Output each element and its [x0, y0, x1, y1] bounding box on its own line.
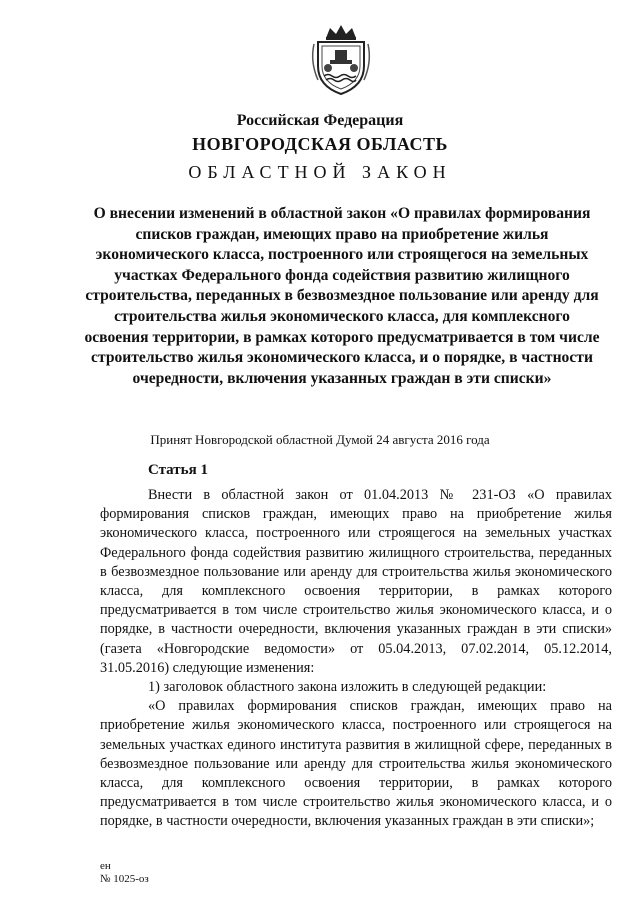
article-paragraph: 1) заголовок областного закона изложить в следующей редакции:	[148, 679, 547, 696]
footer-number: № 1025-оз	[100, 873, 149, 885]
document-footer	[100, 860, 149, 886]
coat-of-arms-emblem	[308, 22, 374, 96]
adoption-note: Принят Новгородской областной Думой 24 августа 2016 года	[150, 432, 490, 447]
article-body	[100, 486, 612, 832]
article-paragraph: «О правилах формирования списков граждан, имеющих право на приобретение жилья экономического класса, построенного или строящегося на земельных участках единого института развития в жилищной сфере, переданных в безвозмездное пользование или аренду для строительства жилья экономического класса, для комплексного освоения территории, в рамках которого предусматривается в том числе строительство жилья экономического класса, и о порядке, в частности очередности, включения указанных граждан в эти списки»;	[100, 698, 612, 830]
law-type-heading: ОБЛАСТНОЙ ЗАКОН	[188, 162, 452, 182]
law-title: О внесении изменений в областной закон «О правилах формирования списков граждан, имеющих право на приобретение жилья экономического класса, построенного или строящегося на земельных участках Федерального фонда содействия развитию жилищного строительства, переданных в безвозмездное пользование или аренду для строительства жилья экономического класса, для комплексного освоения территории, в рамках которого предусматривается в том числе строительство жилья экономического класса, и о порядке, в частности очередности, включения указанных граждан в эти списки»	[84, 205, 600, 387]
region-heading: НОВГОРОДСКАЯ ОБЛАСТЬ	[192, 134, 448, 154]
article-heading: Статья 1	[148, 462, 208, 478]
footer-initials: ен	[100, 860, 111, 872]
federation-heading: Российская Федерация	[236, 112, 404, 129]
article-paragraph: Внести в областной закон от 01.04.2013 № 231-ОЗ «О правилах формирования списков граждан, имеющих право на приобретение жилья экономического класса, построенного или строящегося на земельных участках Федерального фонда содействия развитию жилищного строительства, переданных в безвозмездное пользование или аренду для строительства жилья экономического класса, для комплексного освоения территории, в рамках которого предусматривается в том числе строительство жилья экономического класса, и о порядке, в частности очередности, включения указанных граждан в эти списки» (газета «Новгородские ведомости» от 05.04.2013, 07.02.2014, 05.12.2014, 31.05.2016) следующие изменения:	[100, 487, 612, 676]
